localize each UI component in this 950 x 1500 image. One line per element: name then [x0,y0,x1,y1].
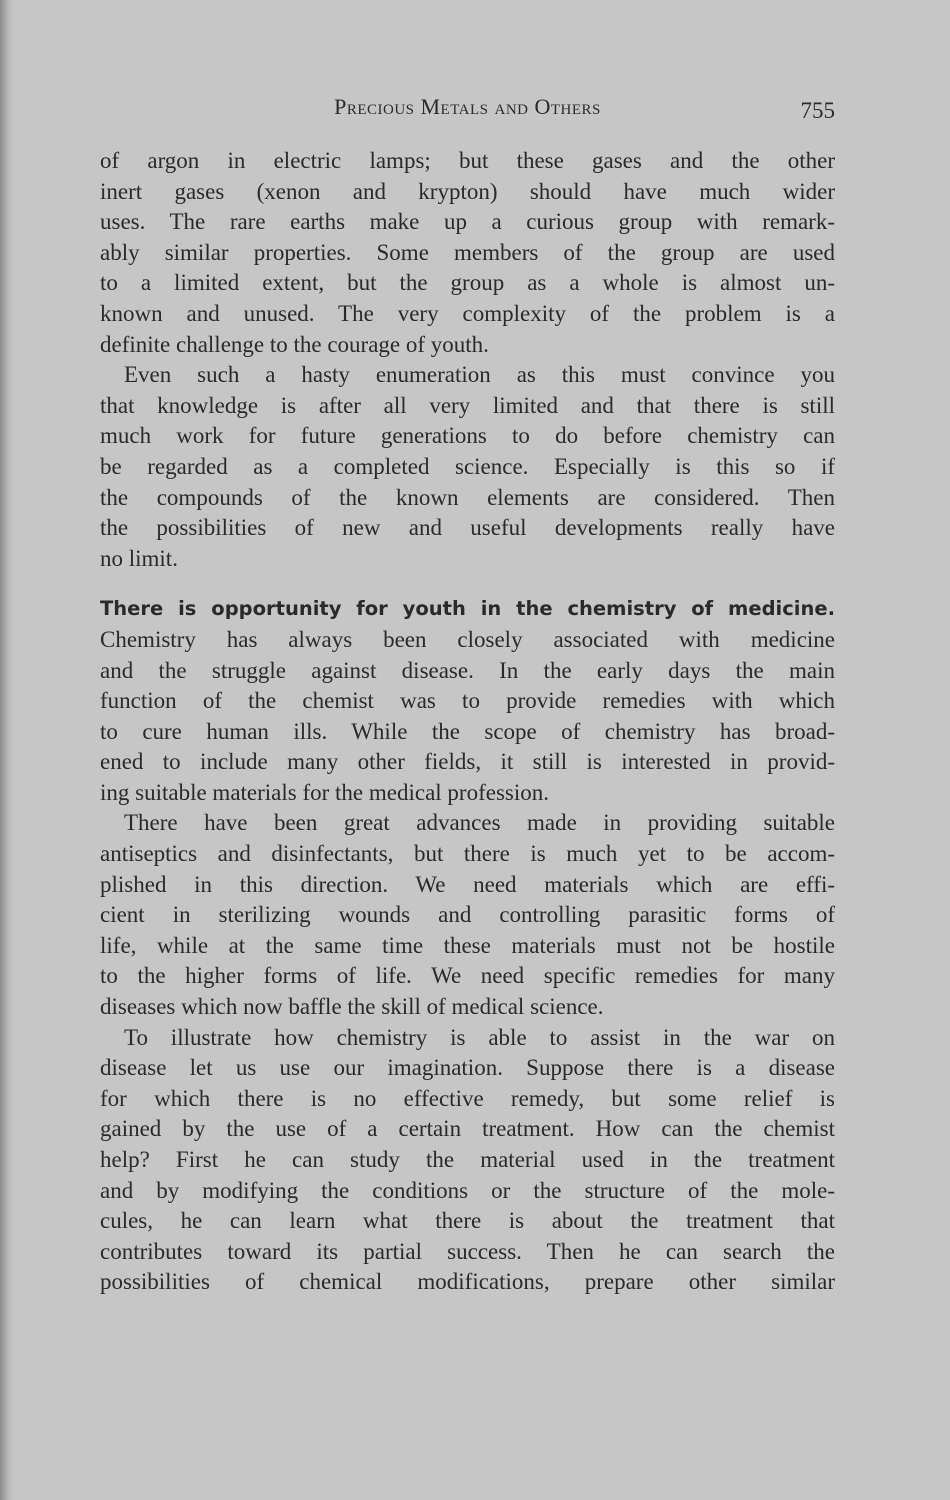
paragraphs-before-heading [100,146,835,574]
running-title: Precious Metals and Others [334,94,601,119]
text-line: help? First he can study the material used in the treatment [100,1147,835,1172]
paragraph [100,146,835,360]
text-line: definite challenge to the courage of youth. [100,331,489,357]
text-line: ably similar properties. Some members of the group are used [100,239,835,265]
text-line: cient in sterilizing wounds and controlling parasitic forms of [100,902,835,928]
paragraphs-after-heading [100,625,835,1298]
text-line: the compounds of the known elements are considered. Then [100,484,835,510]
paragraph [100,625,835,809]
paragraph [100,360,835,574]
text-line: be regarded as a completed science. Especially is this so if [100,453,835,479]
text-line: Even such a hasty enumeration as this must convince you [124,362,835,388]
paragraph [100,808,835,1022]
text-line: There have been great advances made in providing suitable [124,810,835,836]
text-line: much work for future generations to do before chemistry can [100,423,835,449]
text-line: gained by the use of a certain treatment. How can the chemist [100,1116,835,1142]
text-line: uses. The rare earths make up a curious group with remark- [100,209,835,235]
text-line: Chemistry has always been closely associated with medicine [100,626,835,652]
text-line: To illustrate how chemistry is able to assist in the war on [124,1024,835,1050]
page-body [100,146,835,1298]
section-heading: There is opportunity for youth in the chemistry of medicine. [100,597,835,621]
text-line: disease let us use our imagination. Suppose there is a disease [100,1055,835,1081]
text-line: ened to include many other fields, it still is interested in provid- [100,749,835,775]
text-line: known and unused. The very complexity of the problem is a [100,300,835,326]
text-line: to the higher forms of life. We need specific remedies for many [100,963,835,989]
text-line: the possibilities of new and useful developments really have [100,515,835,541]
page-number: 755 [800,98,835,123]
text-line: cules, he can learn what there is about the treatment that [100,1208,835,1234]
text-line: contributes toward its partial success. Then he can search the [100,1238,835,1264]
text-line: of argon in electric lamps; but these gases and the other [100,148,835,173]
text-line: and the struggle against disease. In the early days the main [100,657,835,683]
paragraph [100,1023,835,1298]
text-line: plished in this direction. We need materials which are effi- [100,871,835,897]
page-edge-shadow [0,0,14,1500]
text-line: that knowledge is after all very limited and that there is still [100,392,835,418]
text-line: life, while at the same time these materials must not be hostile [100,932,835,958]
text-line: for which there is no effective remedy, but some relief is [100,1085,835,1111]
page-header [100,90,835,123]
text-line: diseases which now baffle the skill of medical science. [100,994,604,1020]
text-line: to cure human ills. While the scope of chemistry has broad- [100,718,835,744]
text-line: antiseptics and disinfectants, but there is much yet to be accom- [100,841,835,867]
text-line: ing suitable materials for the medical profession. [100,779,550,805]
text-line: and by modifying the conditions or the structure of the mole- [100,1177,835,1203]
text-line: no limit. [100,545,178,571]
text-line: inert gases (xenon and krypton) should have much wider [100,178,835,204]
text-line: to a limited extent, but the group as a whole is almost un- [100,270,835,296]
text-line: possibilities of chemical modifications, prepare other similar [100,1269,835,1295]
text-line: function of the chemist was to provide remedies with which [100,688,835,714]
